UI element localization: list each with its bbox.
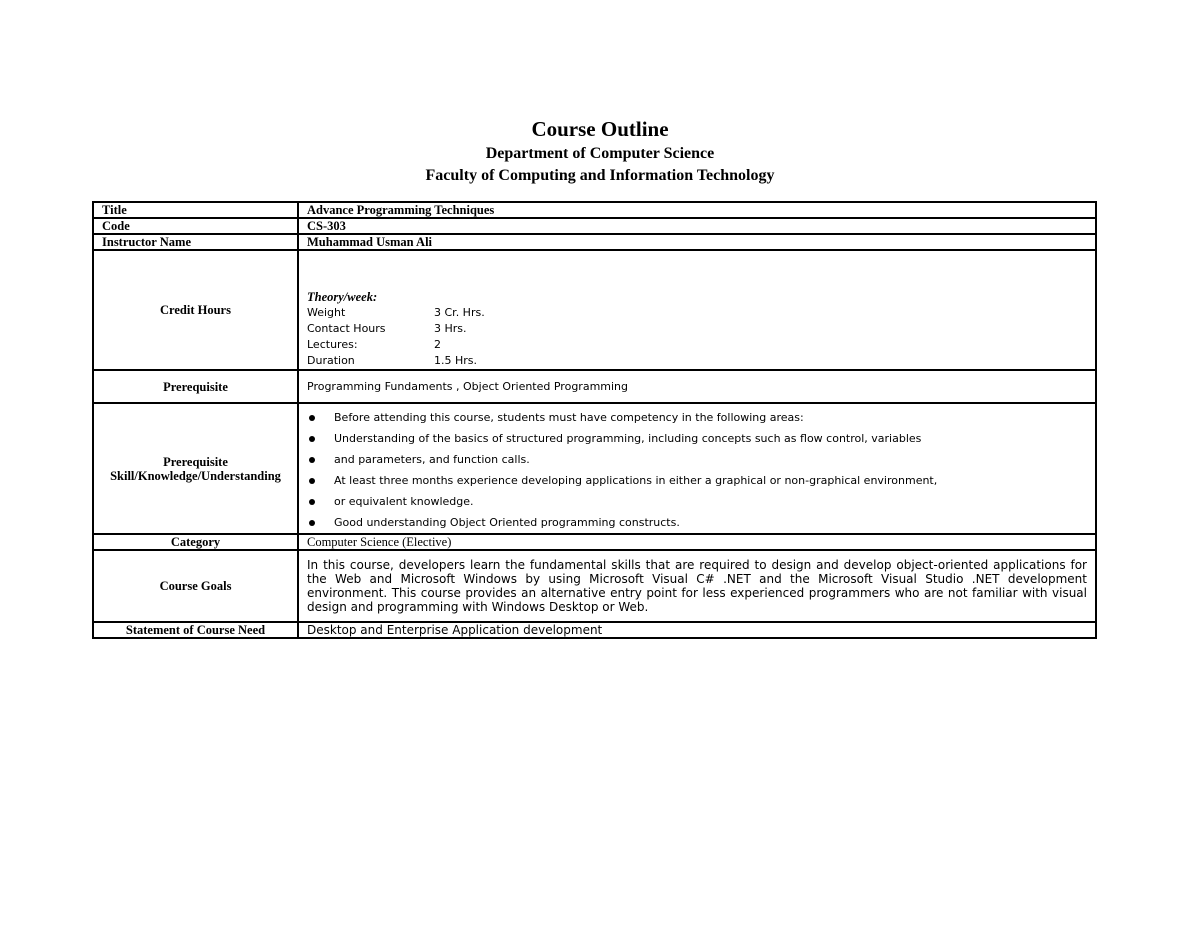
credit-key: Contact Hours: [307, 322, 386, 335]
list-item: [307, 449, 1087, 470]
skills-value: [298, 403, 1096, 534]
row-prerequisite: [93, 370, 1096, 403]
list-item-text: Understanding of the basics of structured programming, including concepts such as flow control, variables: [334, 432, 922, 445]
credit-row-weight: [307, 305, 1087, 321]
bullet-icon: [309, 478, 315, 484]
list-item-text: Before attending this course, students must have competency in the following areas:: [334, 411, 804, 424]
prerequisite-label: Prerequisite: [93, 370, 298, 403]
credit-value: 3 Cr. Hrs.: [434, 306, 485, 319]
row-course-need: [93, 622, 1096, 638]
row-course-goals: [93, 550, 1096, 622]
category-label: Category: [93, 534, 298, 550]
skills-list: [307, 404, 1087, 533]
credit-value: 1.5 Hrs.: [434, 354, 478, 367]
category-value: Computer Science (Elective): [298, 534, 1096, 550]
skills-label: [93, 403, 298, 534]
title-label: Title: [93, 202, 298, 218]
row-credit-hours: [93, 250, 1096, 370]
title-value: Advance Programming Techniques: [298, 202, 1096, 218]
list-item: [307, 512, 1087, 533]
row-instructor: [93, 234, 1096, 250]
credit-value: 3 Hrs.: [434, 322, 467, 335]
credit-row-contact: [307, 321, 1087, 337]
course-goals-label: Course Goals: [93, 550, 298, 622]
list-item: [307, 407, 1087, 428]
document-title: Course Outline: [531, 117, 669, 141]
skills-label-line1: Prerequisite: [163, 454, 228, 469]
bullet-icon: [309, 436, 315, 442]
list-item: [307, 491, 1087, 512]
credit-key: Duration: [307, 354, 355, 367]
row-skills: [93, 403, 1096, 534]
list-item-text: and parameters, and function calls.: [334, 453, 530, 466]
course-need-label: Statement of Course Need: [93, 622, 298, 638]
code-label: Code: [93, 218, 298, 234]
list-item-text: or equivalent knowledge.: [334, 495, 474, 508]
course-outline-table: [92, 201, 1097, 639]
credit-heading: Theory/week:: [307, 290, 378, 304]
bullet-icon: [309, 520, 315, 526]
bullet-icon: [309, 415, 315, 421]
instructor-value: Muhammad Usman Ali: [298, 234, 1096, 250]
credit-hours-label: Credit Hours: [93, 250, 298, 370]
credit-hours-details: [307, 251, 1087, 369]
bullet-icon: [309, 499, 315, 505]
credit-key: Weight: [307, 306, 346, 319]
credit-key: Lectures:: [307, 338, 358, 351]
credit-row-duration: [307, 353, 1087, 369]
list-item-text: At least three months experience developing applications in either a graphical or non-graphical environment,: [334, 474, 938, 487]
instructor-label: Instructor Name: [93, 234, 298, 250]
credit-row-lectures: [307, 337, 1087, 353]
row-title: [93, 202, 1096, 218]
faculty-name: Faculty of Computing and Information Technology: [425, 167, 775, 184]
list-item-text: Good understanding Object Oriented programming constructs.: [334, 516, 680, 529]
code-value: CS-303: [298, 218, 1096, 234]
credit-value: 2: [434, 338, 441, 351]
course-need-value: Desktop and Enterprise Application development: [298, 622, 1096, 638]
skills-label-line2: Skill/Knowledge/Understanding: [110, 468, 281, 483]
row-category: [93, 534, 1096, 550]
prerequisite-value: Programming Fundaments , Object Oriented Programming: [298, 370, 1096, 403]
department-name: Department of Computer Science: [485, 145, 715, 162]
row-code: [93, 218, 1096, 234]
course-goals-value: In this course, developers learn the fundamental skills that are required to design and develop object-oriented applications for the Web and Microsoft Windows by using Microsoft Visual C# .NET and the Microsoft Visual Studio .NET development environment. This course provides an alternative entry point for less experienced programmers who are not familiar with visual design and programming with Windows Desktop or Web.: [298, 550, 1096, 622]
credit-hours-value: [298, 250, 1096, 370]
list-item: [307, 428, 1087, 449]
list-item: [307, 470, 1087, 491]
bullet-icon: [309, 457, 315, 463]
